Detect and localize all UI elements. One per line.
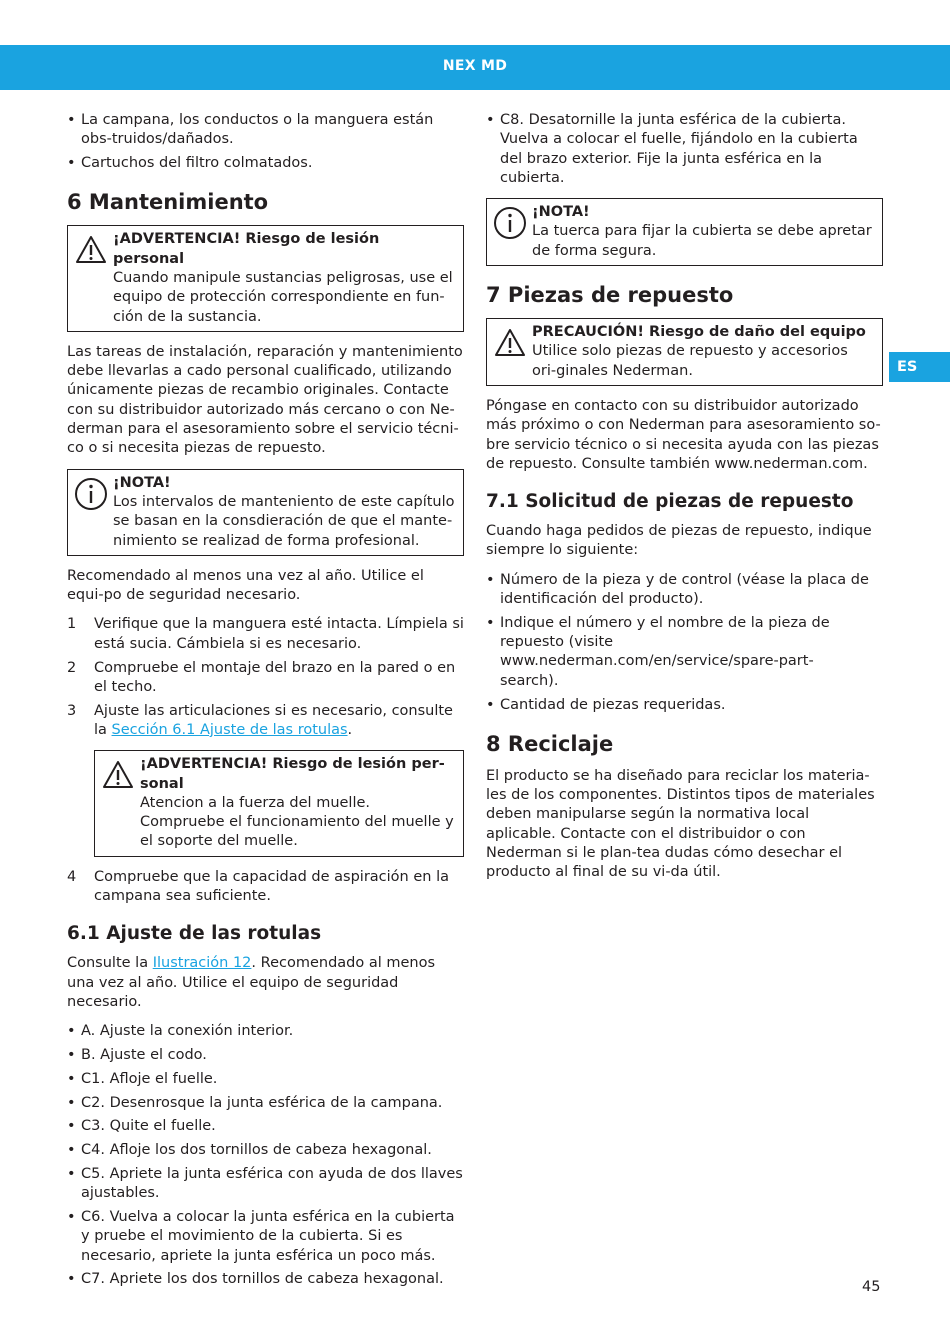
maintenance-steps-cont (67, 868, 464, 907)
list-item (67, 615, 464, 654)
order-info-bullet-list (486, 571, 883, 715)
language-tab: ES (889, 352, 950, 382)
maintenance-steps (67, 615, 464, 740)
warning-title: ¡ADVERTENCIA! Riesgo de lesión per-sonal (140, 756, 445, 792)
list-item: • A. Ajuste la conexión interior. (67, 1022, 464, 1041)
caution-title: PRECAUCIÓN! Riesgo de daño del equipo (532, 324, 866, 341)
header-title: NEX MD (442, 58, 508, 74)
list-item (67, 659, 464, 698)
warning-icon (493, 326, 527, 360)
list-item: • Número de la pieza y de control (véase la placa de identificación del producto). (486, 571, 883, 610)
step-number: 2 (67, 659, 77, 676)
illustration-12-link[interactable]: Ilustración 12 (152, 955, 252, 972)
info-icon (493, 206, 527, 240)
note-title: ¡NOTA! (113, 474, 171, 491)
header-bar (0, 45, 950, 90)
paragraph: El producto se ha diseñado para reciclar los materia-les de los componentes. Distintos tipos de materiales deben manipularse según la normativa local aplicable. Contacte con el distribuidor o con Nederman si le plan-tea dudas cómo desechar el producto al final de su vi-da útil. (486, 767, 875, 881)
section-6-heading: 6 Mantenimiento (67, 190, 269, 215)
list-item: • La campana, los conductos o la manguera están obs-truidos/dañados. (67, 111, 464, 150)
list-item (67, 702, 464, 741)
section-7-heading: 7 Piezas de repuesto (486, 283, 734, 308)
list-item: • C8. Desatornille la junta esférica de la cubierta. Vuelva a colocar el fuelle, fijándolo en la cubierta del brazo exterior. Fije la junta esférica en la cubierta. (486, 111, 883, 188)
list-item: • C1. Afloje el fuelle. (67, 1070, 464, 1089)
warning-icon (74, 233, 108, 267)
warning-box (67, 225, 464, 331)
step-number: 3 (67, 702, 77, 719)
list-item: • C5. Apriete la junta esférica con ayuda de dos llaves ajustables. (67, 1165, 464, 1204)
step-number: 4 (67, 868, 77, 885)
step-text: Ajuste las articulaciones si es necesario, consulte la (94, 702, 453, 738)
page-number: 45 (862, 1279, 881, 1295)
step-text: Compruebe el montaje del brazo en la pared o en el techo. (94, 659, 456, 695)
c8-bullet-list (486, 111, 883, 188)
right-column (486, 111, 883, 893)
step-number: 1 (67, 616, 77, 633)
warning-icon (101, 758, 135, 792)
section-6-1-heading: 6.1 Ajuste de las rotulas (67, 923, 322, 945)
paragraph: Recomendado al menos una vez al año. Utilice el equi-po de seguridad necesario. (67, 567, 424, 604)
list-item: • C2. Desenrosque la junta esférica de la campana. (67, 1094, 464, 1113)
note-box (486, 198, 883, 266)
list-item: • C4. Afloje los dos tornillos de cabeza hexagonal. (67, 1141, 464, 1160)
left-column (67, 111, 464, 1300)
note-title: ¡NOTA! (532, 204, 590, 221)
list-item: • B. Ajuste el codo. (67, 1046, 464, 1065)
section-7-1-heading: 7.1 Solicitud de piezas de repuesto (486, 491, 854, 513)
list-item: • C6. Vuelva a colocar la junta esférica en la cubierta y pruebe el movimiento de la cubierta. Si es necesario, apriete la junta esférica un poco más. (67, 1208, 464, 1266)
warning-text: Cuando manipule sustancias peligrosas, use el equipo de protección correspondiente en fun-ción de la sustancia. (113, 269, 453, 325)
paragraph: Cuando haga pedidos de piezas de repuesto, indique siempre lo siguiente: (486, 523, 872, 559)
list-item: • C7. Apriete los dos tornillos de cabeza hexagonal. (67, 1270, 464, 1289)
step-text: Compruebe que la capacidad de aspiración en la campana sea suficiente. (94, 868, 449, 904)
warning-box (94, 750, 464, 856)
section-8-heading: 8 Reciclaje (486, 731, 614, 756)
step-text: Verifique que la manguera esté intacta. Límpiela si está sucia. Cámbiela si es necesario. (94, 616, 464, 652)
paragraph (67, 954, 464, 1012)
info-icon (74, 477, 108, 511)
list-item: • C3. Quite el fuelle. (67, 1117, 464, 1136)
paragraph: Póngase en contacto con su distribuidor autorizado más próximo o con Nederman para asesoramiento so-bre servicio técnico o si necesita ayuda con las piezas de repuesto. Consulte también www.nederman.com. (486, 397, 881, 472)
caution-text: Utilice solo piezas de repuesto y accesorios ori-ginales Nederman. (532, 343, 848, 379)
list-item: • Cartuchos del filtro colmatados. (67, 154, 464, 173)
list-item (67, 868, 464, 907)
step-text-end: . (347, 721, 353, 738)
section-6-1-link[interactable]: Sección 6.1 Ajuste de las rotulas (111, 721, 348, 738)
list-item: • Cantidad de piezas requeridas. (486, 696, 883, 715)
warning-text: Atencion a la fuerza del muelle. Compruebe el funcionamiento del muelle y el soporte del muelle. (140, 794, 454, 850)
paragraph-text: Consulte la (67, 955, 153, 972)
paragraph: Las tareas de instalación, reparación y mantenimiento debe llevarlas a cado personal cualificado, utilizando únicamente piezas de recambio originales. Contacte con su distribuidor autorizado más cercano o con Ne-derman para el asesoramiento sobre el servicio técni-co o si necesita piezas de repuesto. (67, 343, 463, 457)
note-box (67, 469, 464, 556)
warning-title: ¡ADVERTENCIA! Riesgo de lesión personal (113, 231, 380, 267)
note-text: Los intervalos de manteniento de este capítulo se basan en la consdieración de que el mante-nimiento se realizad de forma profesional. (113, 493, 455, 549)
note-text: La tuerca para fijar la cubierta se debe apretar de forma segura. (532, 223, 872, 259)
adjustment-bullet-list (67, 1022, 464, 1290)
paragraph-text-end: . Recomendado al menos una vez al año. Utilice el equipo de seguridad necesario. (67, 955, 436, 1010)
intro-bullet-list (67, 111, 464, 173)
caution-box (486, 318, 883, 386)
list-item: • Indique el número y el nombre de la pieza de repuesto (visite www.nederman.com/en/service/spare-part-search). (486, 614, 883, 691)
